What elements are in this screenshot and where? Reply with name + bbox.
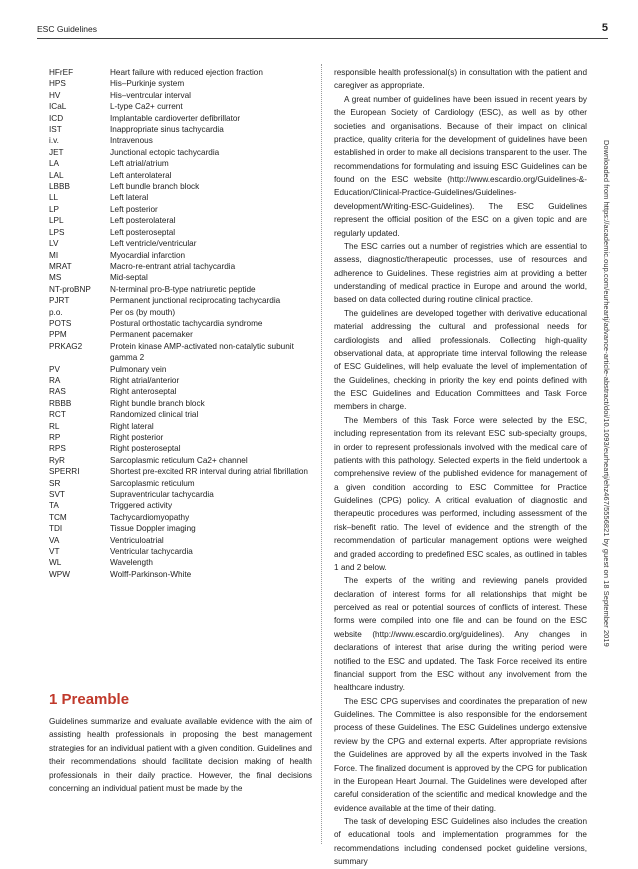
abbreviation-definition: N-terminal pro-B-type natriuretic peptide	[110, 284, 256, 294]
abbreviation-key: TDI	[49, 524, 63, 534]
abbreviation-key: HPS	[49, 79, 66, 89]
abbreviation-key: PJRT	[49, 296, 70, 306]
body-paragraph: The experts of the writing and reviewing panels provided declaration of interest forms for all relationships that might be perceived as real or potential sources of conflicts of interest. These forms were compiled into one file and can be found on the ESC website (http://www.escardio.org/guidelines). Any changes in declarations of interest that arise during the writing period were notified to the ESC and updated. The Task Force received its entire financial support from the ESC without any involvement from the healthcare industry.	[334, 576, 587, 693]
abbreviation-key: SVT	[49, 490, 65, 500]
abbreviation-row	[49, 432, 311, 443]
abbreviation-row	[49, 455, 311, 466]
abbreviation-definition: Postural orthostatic tachycardia syndrome	[110, 318, 263, 328]
section-intro-paragraph: Guidelines summarize and evaluate available evidence with the aim of assisting health professionals in proposing the best management strategies for an individual patient with a given condition. Guidelines and their recommendations should facilitate decision making of health professionals in their daily practice. However, the final decisions concerning an individual patient must be made by the	[49, 717, 312, 794]
abbreviation-definition: Left ventricle/ventricular	[110, 239, 197, 249]
abbreviation-definition: Junctional ectopic tachycardia	[110, 147, 220, 157]
abbreviation-key: RBBB	[49, 398, 72, 408]
section-title: 1 Preamble	[49, 691, 130, 708]
abbreviation-key: PPM	[49, 330, 67, 340]
abbreviation-key: RyR	[49, 455, 65, 465]
abbreviation-definition: Left posterior	[110, 204, 158, 214]
abbreviation-definition: Right atrial/anterior	[110, 375, 180, 385]
abbreviation-definition: Wolff-Parkinson-White	[110, 569, 192, 579]
abbreviation-row	[49, 546, 311, 557]
abbreviation-key: RCT	[49, 410, 66, 420]
journal-title: ESC Guidelines	[37, 24, 98, 34]
abbreviation-row	[49, 318, 311, 329]
abbreviation-definition: Triggered activity	[110, 501, 173, 511]
abbreviation-row	[49, 227, 311, 238]
abbreviation-definition: Tachycardiomyopathy	[110, 512, 190, 522]
body-paragraph: The guidelines are developed together with derivative educational material addressing the cultural and professional needs for cardiologists and allied professionals. Collecting high-quality observational data, at appropriate time interval following the release of ESC Guidelines, will help evaluate the level of implementation of the Guidelines, checking in priority the key end points defined with the ESC Guidelines and Education Committees and Task Force members in charge.	[334, 308, 587, 412]
abbreviation-row	[49, 124, 311, 135]
abbreviation-key: LA	[49, 159, 60, 169]
abbreviation-row	[49, 375, 311, 386]
abbreviation-key: ICaL	[49, 102, 67, 112]
abbreviation-definition: Pulmonary vein	[110, 364, 167, 374]
abbreviation-definition: Intravenous	[110, 136, 153, 146]
abbreviation-definition: Wavelength	[110, 558, 153, 568]
abbreviation-key: POTS	[49, 318, 72, 328]
abbreviation-row	[49, 261, 311, 272]
abbreviation-row	[49, 170, 311, 181]
abbreviation-key: LPS	[49, 227, 65, 237]
abbreviation-definition: Right posterior	[110, 433, 164, 442]
abbreviation-definition: Ventricular tachycardia	[110, 547, 193, 557]
abbreviation-definition: Heart failure with reduced ejection fraction	[110, 68, 263, 77]
body-paragraph: The ESC CPG supervises and coordinates the preparation of new Guidelines. The Committee is also responsible for the endorsement process of these Guidelines. The ESC Guidelines undergo extensive review by the CPG and external experts. After appropriate revisions the Guidelines are approved by all the experts involved in the Task Force. The finalized document is approved by the CPG for publication in the European Heart Journal. The Guidelines were developed after careful consideration of the scientific and medical knowledge and the evidence available at the time of their dating.	[334, 696, 587, 813]
abbreviation-row	[49, 512, 311, 523]
abbreviation-definition: Randomized clinical trial	[110, 410, 199, 420]
abbreviation-row	[49, 364, 311, 375]
abbreviation-definition: Right posteroseptal	[110, 444, 181, 454]
abbreviation-key: JET	[49, 147, 64, 157]
abbreviation-definition: Inappropriate sinus tachycardia	[110, 125, 224, 135]
abbreviation-key: HFrEF	[49, 68, 74, 77]
abbreviation-row	[49, 158, 311, 169]
abbreviation-definition: Myocardial infarction	[110, 250, 186, 260]
abbreviation-definition: Right lateral	[110, 421, 154, 431]
abbreviation-key: PRKAG2	[49, 341, 83, 351]
abbreviation-row	[49, 478, 311, 489]
abbreviation-definition: Mid-septal	[110, 273, 148, 283]
column-divider	[321, 64, 322, 844]
abbreviation-row	[49, 250, 311, 261]
abbreviation-definition: Left bundle branch block	[110, 182, 200, 192]
abbreviation-row	[49, 113, 311, 124]
abbreviation-row	[49, 147, 311, 158]
abbreviation-definition: Right anteroseptal	[110, 387, 177, 397]
abbreviation-key: RP	[49, 433, 61, 442]
body-paragraph: responsible health professional(s) in consultation with the patient and caregiver as appropriate.	[334, 68, 587, 91]
abbreviation-row	[49, 500, 311, 511]
abbreviation-key: RPS	[49, 444, 66, 454]
abbreviation-row	[49, 135, 311, 146]
abbreviation-key: MI	[49, 250, 59, 260]
body-paragraph: The Members of this Task Force were selected by the ESC, including representation from its relevant ESC sub-specialty groups, in order to represent professionals involved with the medical care of patients with this pathology. Selected experts in the field undertook a comprehensive review of the published evidence for management of a given condition according to ESC Committee for Practice Guidelines (CPG) policy. A critical evaluation of diagnostic and therapeutic procedures was performed, including assessment of the risk–benefit ratio. The level of evidence and the strength of the recommendation of particular management options were weighed and graded according to predefined ESC scales, as outlined in tables 1 and 2 below.	[334, 415, 587, 572]
abbreviation-row	[49, 523, 311, 534]
abbreviation-definition: Right bundle branch block	[110, 398, 205, 408]
abbreviation-key: RL	[49, 421, 60, 431]
abbreviation-definition: Protein kinase AMP-activated non-catalytic subunit gamma 2	[110, 341, 294, 363]
download-note: Downloaded from https://academic.oup.com/eurheartj/advance-article-abstract/doi/10.1093/eurheartj/ehz467/5556821 by guest on 18 September 2019	[602, 140, 611, 647]
abbreviation-key: NT-proBNP	[49, 284, 91, 294]
abbreviation-definition: Permanent pacemaker	[110, 330, 193, 340]
abbreviation-row	[49, 466, 311, 477]
abbreviation-row	[49, 204, 311, 215]
abbreviation-row	[49, 307, 311, 318]
abbreviation-row	[49, 90, 311, 101]
abbreviation-key: LL	[49, 193, 59, 203]
left-column	[49, 67, 311, 580]
abbreviation-definition: Left lateral	[110, 193, 149, 203]
abbreviation-key: HV	[49, 90, 61, 100]
abbreviation-definition: Tissue Doppler imaging	[110, 524, 196, 534]
abbreviation-key: TCM	[49, 512, 67, 522]
abbreviation-definition: Ventriculoatrial	[110, 535, 164, 545]
abbreviation-key: TA	[49, 501, 59, 511]
abbreviation-key: LP	[49, 204, 60, 214]
abbreviation-row	[49, 329, 311, 340]
abbreviation-key: WPW	[49, 569, 70, 579]
abbreviation-row	[49, 192, 311, 203]
abbreviation-key: IST	[49, 125, 62, 135]
abbreviation-key: LBBB	[49, 182, 70, 192]
abbreviation-key: PV	[49, 364, 60, 374]
abbreviation-key: ICD	[49, 113, 64, 123]
abbreviation-definition: Macro-re-entrant atrial tachycardia	[110, 261, 236, 271]
abbreviation-definition: Left posterolateral	[110, 216, 176, 226]
right-column	[334, 66, 587, 869]
abbreviation-row	[49, 421, 311, 432]
abbreviation-row	[49, 535, 311, 546]
abbreviation-row	[49, 272, 311, 283]
abbreviation-row	[49, 67, 311, 78]
abbreviation-definition: Permanent junctional reciprocating tachycardia	[110, 296, 281, 306]
abbreviation-row	[49, 443, 311, 454]
abbreviation-row	[49, 284, 311, 295]
abbreviation-definition: Sarcoplasmic reticulum Ca2+ channel	[110, 455, 248, 465]
abbreviation-key: RA	[49, 375, 61, 385]
abbreviation-definition: Left posteroseptal	[110, 227, 176, 237]
abbreviation-row	[49, 215, 311, 226]
abbreviation-key: i.v.	[49, 136, 59, 146]
abbreviation-key: SR	[49, 478, 61, 488]
abbreviation-definition: Left atrial/atrium	[110, 159, 169, 169]
page-number: 5	[601, 22, 608, 34]
abbreviation-row	[49, 569, 311, 580]
abbreviation-definition: His–Purkinje system	[110, 79, 185, 89]
abbreviation-definition: Implantable cardioverter defibrillator	[110, 113, 241, 123]
abbreviation-table	[49, 67, 311, 580]
abbreviation-row	[49, 295, 311, 306]
abbreviation-key: WL	[49, 558, 62, 568]
abbreviation-row	[49, 398, 311, 409]
abbreviation-definition: Sarcoplasmic reticulum	[110, 478, 195, 488]
abbreviation-definition: His–ventrcular interval	[110, 90, 191, 100]
abbreviation-key: SPERRI	[49, 467, 80, 477]
page-header	[37, 22, 608, 39]
abbreviation-key: VT	[49, 547, 60, 557]
abbreviation-definition: Per os (by mouth)	[110, 307, 176, 317]
abbreviation-row	[49, 386, 311, 397]
abbreviation-definition: L-type Ca2+ current	[110, 102, 183, 112]
abbreviation-row	[49, 341, 311, 364]
abbreviation-definition: Left anterolateral	[110, 170, 172, 180]
abbreviation-row	[49, 489, 311, 500]
abbreviation-definition: Supraventricular tachycardia	[110, 490, 214, 500]
abbreviation-row	[49, 409, 311, 420]
abbreviation-row	[49, 78, 311, 89]
abbreviation-key: p.o.	[49, 307, 63, 317]
body-paragraph: The task of developing ESC Guidelines also includes the creation of educational tools and implementation programmes for the recommendations including condensed pocket guideline versions, summary	[334, 817, 587, 867]
abbreviation-key: MS	[49, 273, 62, 283]
abbreviation-row	[49, 557, 311, 568]
abbreviation-definition: Shortest pre-excited RR interval during atrial fibrillation	[110, 467, 308, 477]
abbreviation-row	[49, 238, 311, 249]
abbreviation-key: MRAT	[49, 261, 72, 271]
abbreviation-key: RAS	[49, 387, 66, 397]
abbreviation-row	[49, 181, 311, 192]
abbreviation-key: VA	[49, 535, 60, 545]
abbreviation-key: LAL	[49, 170, 64, 180]
body-paragraph: A great number of guidelines have been issued in recent years by the European Society of Cardiology (ESC), as well as by other societies and organisations. Because of their impact on clinical practice, quality criteria for the development of guidelines have been established in order to make all decisions transparent to the user. The recommendations for formulating and issuing ESC Guidelines can be found on the ESC website (http://www.escardio.org/Guidelines-&-Education/Clinical-Practice-Guidelines/Guidelines-development/Writing-ESC-Guidelines). The ESC Guidelines represent the official position of the ESC on a given topic and are regularly updated.	[334, 94, 587, 238]
abbreviation-row	[49, 101, 311, 112]
abbreviation-key: LPL	[49, 216, 64, 226]
abbreviation-key: LV	[49, 239, 59, 249]
body-paragraph: The ESC carries out a number of registries which are essential to assess, diagnostic/therapeutic processes, use of resources and adherence to Guidelines. These registries aim at providing a better understanding of medical practice in Europe and around the world, based on data collected during routine clinical practice.	[334, 241, 587, 305]
